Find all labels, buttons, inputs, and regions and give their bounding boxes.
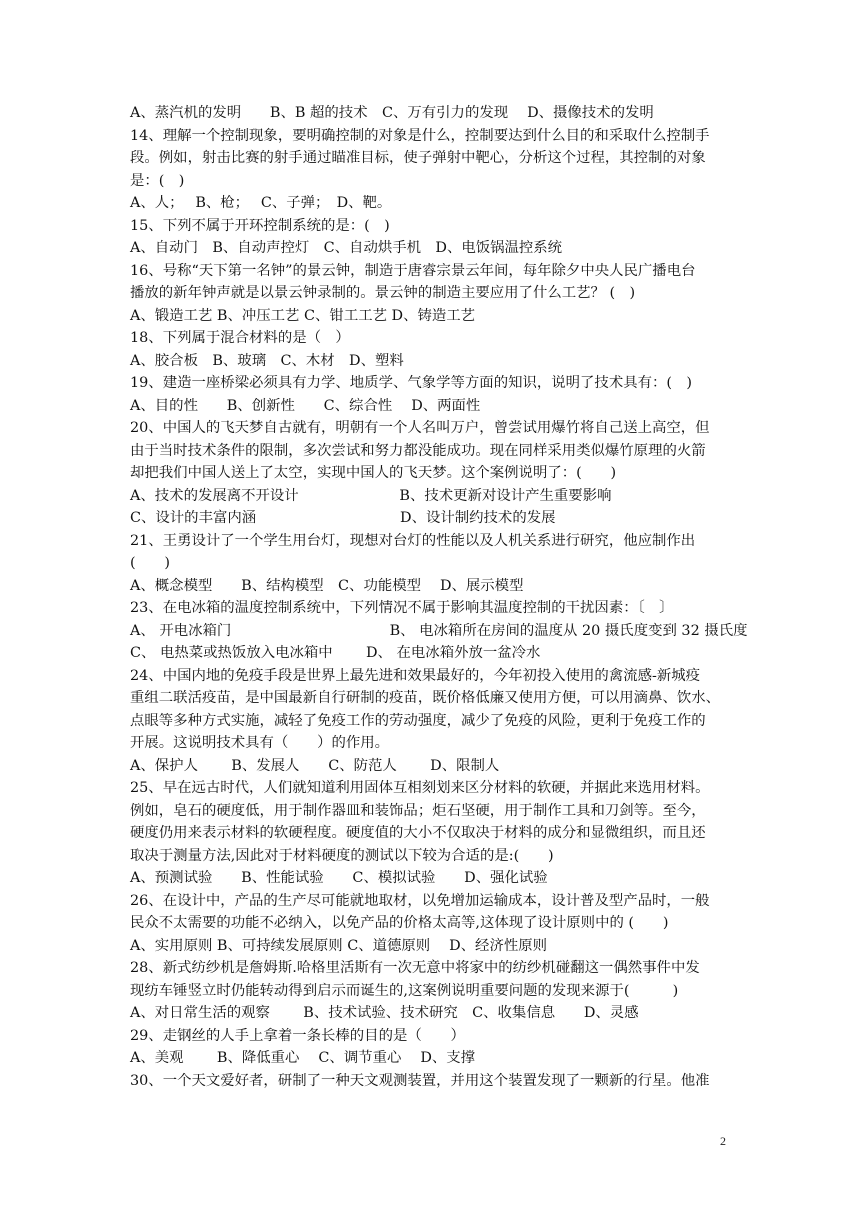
text-line: 例如，皂石的硬度低，用于制作器皿和装饰品；炬石坚硬，用于制作工具和刀剑等。至今， (130, 802, 706, 819)
text-line: 20、中国人的飞天梦自古就有，明朝有一个人名叫万户，曾尝试用爆竹将自己送上高空，但 (130, 420, 710, 436)
text-line: A、 开电冰箱门 B、 电冰箱所在房间的温度从 20 摄氏度变到 32 摄氏度 (130, 622, 748, 639)
text-line: 21、王勇设计了一个学生用台灯，现想对台灯的性能以及人机关系进行研究，他应制作出 (130, 532, 696, 549)
text-line: A、对日常生活的观察 B、技术试验、技术研究 C、收集信息 D、灵感 (130, 1005, 639, 1021)
text-line: 是：( ) (130, 172, 185, 189)
text-line: 点眼等多种方式实施，减轻了免疫工作的劳动强度，减少了免疫的风险，更利于免疫工作的 (130, 712, 706, 729)
text-line: A、技术的发展离不开设计 B、技术更新对设计产生重要影响 (130, 487, 612, 504)
text-line: 由于当时技术条件的限制，多次尝试和努力都没能成功。现在同样采用类似爆竹原理的火箭 (130, 442, 706, 459)
text-line: 25、早在远古时代，人们就知道利用固体互相刻划来区分材料的软硬，并据此来选用材料。 (130, 780, 710, 796)
text-line: A、胶合板 B、玻璃 C、木材 D、塑料 (130, 352, 404, 369)
text-line: 却把我们中国人送上了太空，实现中国人的飞天梦。这个案例说明了：( ) (130, 465, 617, 481)
text-line: ( ) (130, 555, 171, 571)
text-line: C、 电热菜或热饭放入电冰箱中 D、 在电冰箱外放一盆冷水 (130, 645, 541, 661)
text-line: C、设计的丰富内涵 D、设计制约技术的发展 (130, 510, 556, 526)
text-line: A、蒸汽机的发明 B、B 超的技术 C、万有引力的发现 D、摄像技术的发明 (130, 105, 654, 121)
text-line: 现纺车锤竖立时仍能转动得到启示而诞生的,这案例说明重要问题的发现来源于( ) (130, 982, 679, 999)
text-line: 24、中国内地的免疫手段是世界上最先进和效果最好的，今年初投入使用的禽流感-新城疫 (130, 667, 701, 684)
text-line: 重组二联活疫苗，是中国最新自行研制的疫苗，既价格低廉又使用方便，可以用滴鼻、饮水、 (130, 690, 721, 706)
text-line: 民众不太需要的功能不必纳入，以免产品的价格太高等,这体现了设计原则中的 ( ) (130, 915, 669, 931)
text-line: 15、下列不属于开环控制系统的是：( ) (130, 217, 390, 234)
text-line: 19、建造一座桥梁必须具有力学、地质学、气象学等方面的知识，说明了技术具有：( ) (130, 375, 692, 391)
text-line: 23、在电冰箱的温度控制系统中，下列情况不属于影响其温度控制的干扰因素：〔 〕 (130, 600, 674, 616)
text-line: 30、一个天文爱好者，研制了一种天文观测装置，并用这个装置发现了一颗新的行星。他准 (130, 1072, 710, 1089)
text-line: 29、走钢丝的人手上拿着一条长棒的目的是（ ） (130, 1027, 465, 1044)
text-line: 14、理解一个控制现象，要明确控制的对象是什么，控制要达到什么目的和采取什么控制手 (130, 127, 710, 144)
text-line: 段。例如，射击比赛的射手通过瞄准目标，使子弹射中靶心，分析这个过程，其控制的对象 (130, 150, 706, 166)
text-line: 28、新式纺纱机是詹姆斯.哈格里活斯有一次无意中将家中的纺纱机碰翻这一偶然事件中发 (130, 960, 700, 976)
text-line: 开展。这说明技术具有（ ）的作用。 (130, 735, 390, 751)
text-line: 26、在设计中，产品的生产尽可能就地取材，以免增加运输成本，设计普及型产品时，一般 (130, 892, 710, 909)
text-line: A、目的性 B、创新性 C、综合性 D、两面性 (130, 397, 481, 414)
text-line: A、人； B、枪； C、子弹； D、靶。 (130, 195, 392, 211)
text-line: A、锻造工艺 B、冲压工艺 C、钳工工艺 D、铸造工艺 (130, 307, 476, 324)
text-line: 18、下列属于混合材料的是（ ） (130, 330, 350, 346)
page-number: 2 (720, 1134, 726, 1148)
text-line: A、美观 B、降低重心 C、调节重心 D、支撑 (130, 1050, 476, 1066)
text-line: A、实用原则 B、可持续发展原则 C、道德原则 D、经济性原则 (130, 937, 548, 954)
text-line: 硬度仍用来表示材料的软硬程度。硬度值的大小不仅取决于材料的成分和显微组织，而且还 (130, 825, 706, 841)
text-line: 16、号称“天下第一名钟”的景云钟，制造于唐睿宗景云年间，每年除夕中央人民广播电台 (130, 262, 696, 279)
document-body (130, 102, 748, 1092)
text-line: A、保护人 B、发展人 C、防范人 D、限制人 (130, 757, 500, 774)
text-line: A、预测试验 B、性能试验 C、模拟试验 D、强化试验 (130, 870, 548, 886)
text-line: 取决于测量方法,因此对于材料硬度的测试以下较为合适的是:( ) (130, 847, 554, 864)
text-line: A、概念模型 B、结构模型 C、功能模型 D、展示模型 (130, 577, 524, 594)
text-line: A、自动门 B、自动声控灯 C、自动烘手机 D、电饭锅温控系统 (130, 240, 563, 256)
text-line: 播放的新年钟声就是以景云钟录制的。景云钟的制造主要应用了什么工艺？ ( ) (130, 285, 636, 301)
